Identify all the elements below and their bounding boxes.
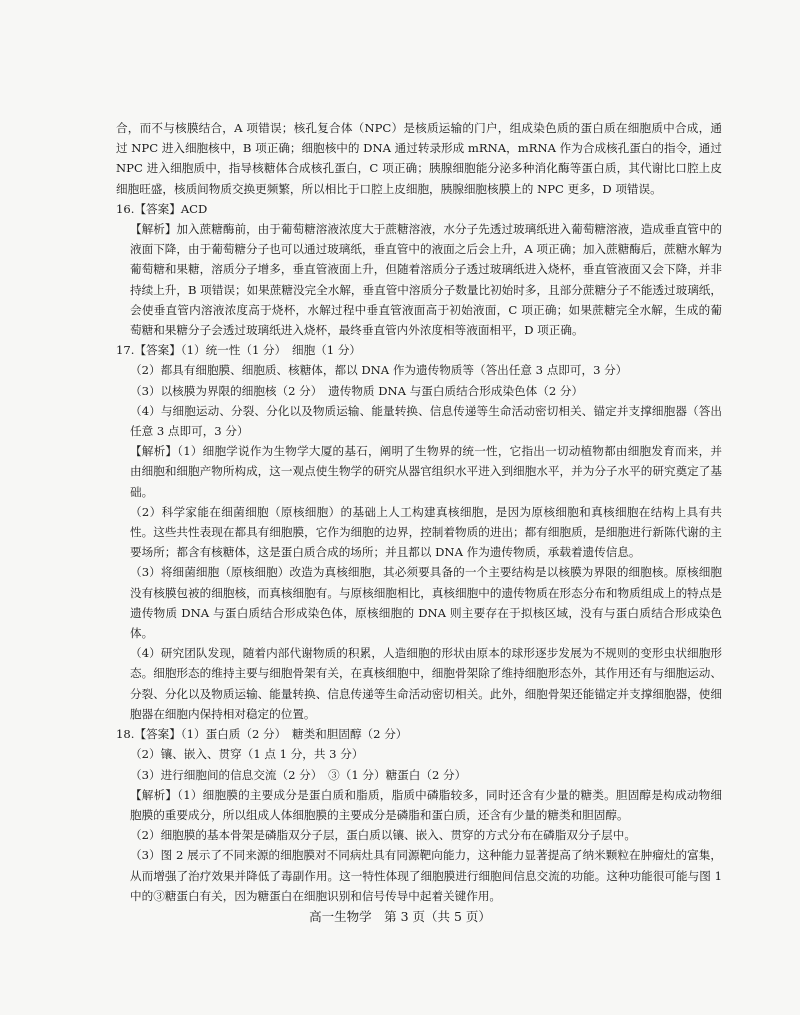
q18-answer: 18.【答案】（1）蛋白质（2 分） 糖类和胆固醇（2 分） xyxy=(116,727,408,742)
q18-analysis-1: 【解析】（1）细胞膜的主要成分是蛋白质和脂质，脂质中磷脂较多，同时还含有少量的糖类。胆固醇是构成动物细胞膜的重要成分，所以组成人体细胞膜的主要成分是磷脂和蛋白质，还含有少量的糖类和胆固醇。 xyxy=(130,787,722,822)
q15-analysis-tail: 合，而不与核膜结合，A 项错误；核孔复合体（NPC）是核质运输的门户，组成染色质的蛋白质在细胞质中合成，通过 NPC 进入细胞核中，B 项正确；细胞核中的 DNA 通过转录形成 mRNA，mRNA 作为合成核孔蛋白的指令，通过 NPC 进入细胞质中，指导核糖体合成核孔蛋白，C 项正确；胰腺细胞能分泌多种消化酶等蛋白质，其代谢比口腔上皮细胞旺盛，核质间物质交换更频繁，所以相比于口腔上皮细胞，胰腺细胞核膜上的 NPC 更多，D 项错误。 xyxy=(116,121,722,196)
q17-answer-2: （2）都具有细胞膜、细胞质、核糖体，都以 DNA 作为遗传物质等（答出任意 3 点即可，3 分） xyxy=(130,363,628,378)
q18-answer-2: （2）镶、嵌入、贯穿（1 点 1 分，共 3 分） xyxy=(130,747,364,762)
q16-answer: 16.【答案】ACD xyxy=(116,201,208,216)
q17-answer-3: （3）以核膜为界限的细胞核（2 分） 遗传物质 DNA 与蛋白质结合形成染色体（2 分） xyxy=(130,383,584,398)
q17-analysis-1: 【解析】（1）细胞学说作为生物学大厦的基石，阐明了生物界的统一性，它指出一切动植物都由细胞发育而来，并由细胞和细胞产物所构成，这一观点使生物学的研究从器官组织水平进入到细胞水平，并为分子水平的研究奠定了基础。 xyxy=(130,444,722,499)
q18-analysis-2: （2）细胞膜的基本骨架是磷脂双分子层，蛋白质以镶、嵌入、贯穿的方式分布在磷脂双分子层中。 xyxy=(130,828,636,843)
q17-answer-4: （4）与细胞运动、分裂、分化以及物质运输、能量转换、信息传递等生命活动密切相关、锚定并支撑细胞器（答出任意 3 点即可，3 分） xyxy=(130,403,722,439)
q17-analysis-3: （3）将细菌细胞（原核细胞）改造为真核细胞，其必须要具备的一个主要结构是以核膜为界限的细胞核。原核细胞没有核膜包被的细胞核，而真核细胞有。与原核细胞相比，真核细胞中的遗传物质在形态分布和物质组成上的特点是遗传物质 DNA 与蛋白质结合形成染色体，原核细胞的 DNA 则主要存在于拟核区域，没有与蛋白质结合形成染色体。 xyxy=(130,565,722,641)
q16-analysis: 【解析】加入蔗糖酶前，由于葡萄糖溶液浓度大于蔗糖溶液，水分子先透过玻璃纸进入葡萄糖溶液，造成垂直管中的液面下降，由于葡萄糖分子也可以通过玻璃纸，垂直管中的液面之后会上升，A 项正确；加入蔗糖酶后，蔗糖水解为葡萄糖和果糖，溶质分子增多，垂直管液面上升，但随着溶质分子透过玻璃纸进入烧杯，垂直管液面又会下降，并非持续上升，B 项错误；如果蔗糖没完全水解，垂直管中溶质分子数量比初始时多，且部分蔗糖分子不能透过玻璃纸，会使垂直管内溶液浓度高于烧杯，水解过程中垂直管液面高于初始液面，C 项正确；如果蔗糖完全水解，生成的葡萄糖和果糖分子会透过玻璃纸进入烧杯，最终垂直管内外浓度相等液面相平，D 项正确。 xyxy=(130,222,722,338)
q18-answer-3: （3）进行细胞间的信息交流（2 分） ③（1 分）糖蛋白（2 分） xyxy=(130,767,467,782)
page-footer: 高一生物学 第 3 页（共 5 页） xyxy=(309,909,491,924)
q18-analysis-3: （3）图 2 展示了不同来源的细胞膜对不同病灶具有同源靶向能力，这种能力显著提高了纳米颗粒在肿瘤灶的富集，从而增强了治疗效果并降低了毒副作用。这一特性体现了细胞膜进行细胞间信息交流的功能。这种功能很可能与图 1 中的③糖蛋白有关，因为糖蛋白在细胞识别和信号传导中起着关键作用。 xyxy=(130,848,722,903)
q17-answer: 17.【答案】（1）统一性（1 分） 细胞（1 分） xyxy=(116,343,362,358)
q17-analysis-4: （4）研究团队发现，随着内部代谢物质的积累，人造细胞的形状由原本的球形逐步发展为不规则的变形虫状细胞形态。细胞形态的维持主要与细胞骨架有关，在真核细胞中，细胞骨架除了维持细胞形态外，其作用还有与细胞运动、分裂、分化以及物质运输、能量转换、信息传递等生命活动密切相关。此外，细胞骨架还能锚定并支撑细胞器，使细胞器在细胞内保持相对稳定的位置。 xyxy=(130,646,722,721)
q17-analysis-2: （2）科学家能在细菌细胞（原核细胞）的基础上人工构建真核细胞，是因为原核细胞和真核细胞在结构上具有共性。这些共性表现在都具有细胞膜，它作为细胞的边界，控制着物质的进出；都有细胞质，是细胞进行新陈代谢的主要场所；都含有核糖体，这是蛋白质合成的场所；并且都以 DNA 作为遗传物质，承载着遗传信息。 xyxy=(130,504,722,560)
